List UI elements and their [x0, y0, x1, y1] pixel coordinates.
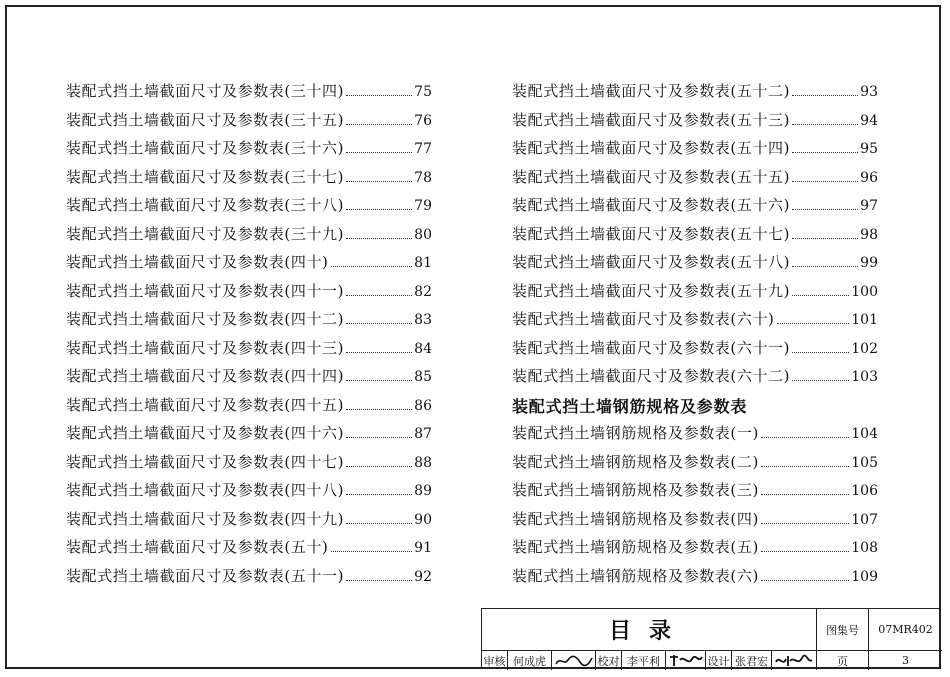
- toc-entry: [512, 251, 878, 280]
- toc-leader-dots: [346, 295, 412, 296]
- page-number: 3: [902, 654, 909, 667]
- title-block-title: 目录: [482, 609, 817, 650]
- toc-right-column: [512, 80, 878, 593]
- toc-entry-title: 装配式挡土墙截面尺寸及参数表(四十二): [66, 310, 345, 328]
- page-label: 页: [817, 651, 869, 670]
- toc-leader-dots: [792, 209, 858, 210]
- toc-entry-page: 90: [414, 511, 432, 528]
- toc-entry: [512, 365, 878, 394]
- toc-entry-page: 83: [414, 312, 432, 328]
- toc-leader-dots: [761, 580, 849, 581]
- designer-signature: [772, 651, 817, 670]
- toc-entry-page: 82: [414, 283, 432, 300]
- toc-entry-title: 装配式挡土墙截面尺寸及参数表(五十一): [66, 566, 345, 585]
- toc-entry: [512, 422, 878, 451]
- toc-leader-dots: [761, 551, 849, 552]
- toc-entry-page: 99: [860, 255, 878, 271]
- toc-leader-dots: [331, 551, 413, 552]
- toc-entry: [66, 251, 432, 280]
- toc-leader-dots: [346, 523, 412, 524]
- toc-leader-dots: [777, 323, 850, 324]
- toc-leader-dots: [346, 409, 412, 410]
- toc-entry: [66, 109, 432, 138]
- toc-leader-dots: [792, 352, 849, 353]
- toc-leader-dots: [346, 95, 412, 96]
- toc-entry: [512, 479, 878, 508]
- toc-leader-dots: [331, 266, 413, 267]
- toc-leader-dots: [761, 494, 849, 495]
- review-label: 审核: [482, 651, 508, 670]
- toc-entry-page: 108: [851, 540, 878, 556]
- toc-entry-title: 装配式挡土墙截面尺寸及参数表(三十七): [66, 167, 345, 186]
- toc-entry: [66, 137, 432, 166]
- toc-entry-page: 85: [414, 369, 432, 385]
- checker-signature: [666, 651, 706, 670]
- toc-entry: [512, 137, 878, 166]
- toc-entry-title: 装配式挡土墙截面尺寸及参数表(四十三): [66, 338, 345, 357]
- toc-entry: [512, 80, 878, 109]
- reviewer-name: 何成虎: [508, 651, 552, 670]
- toc-leader-dots: [346, 238, 412, 239]
- designer-name: 张君宏: [732, 651, 772, 670]
- toc-leader-dots: [792, 380, 849, 381]
- toc-entry-page: 79: [414, 198, 432, 214]
- toc-entry-page: 98: [860, 226, 878, 243]
- toc-entry: [512, 565, 878, 594]
- toc-entry-page: 103: [851, 369, 878, 385]
- toc-leader-dots: [792, 95, 858, 96]
- toc-leader-dots: [761, 437, 849, 438]
- toc-entry-page: 88: [414, 454, 432, 471]
- toc-entry: [512, 508, 878, 537]
- toc-entry-page: 84: [414, 340, 432, 357]
- toc-entry-title: 装配式挡土墙截面尺寸及参数表(五十七): [512, 224, 791, 243]
- toc-entry-title: 装配式挡土墙截面尺寸及参数表(五十六): [512, 196, 791, 214]
- toc-entry-title: 装配式挡土墙截面尺寸及参数表(六十): [512, 310, 775, 328]
- atlas-number: 07MR402: [878, 623, 933, 636]
- reviewer-signature: [552, 651, 596, 670]
- toc-entry: [66, 194, 432, 223]
- toc-leader-dots: [346, 323, 412, 324]
- toc-entry-page: 81: [414, 255, 432, 271]
- toc-entry-title: 装配式挡土墙钢筋规格及参数表(二): [512, 452, 759, 471]
- toc-leader-dots: [346, 181, 412, 182]
- toc-leader-dots: [346, 152, 412, 153]
- toc-entry-title: 装配式挡土墙钢筋规格及参数表(三): [512, 481, 759, 499]
- toc-leader-dots: [761, 523, 849, 524]
- toc-entry: [66, 80, 432, 109]
- toc-entry-title: 装配式挡土墙截面尺寸及参数表(三十四): [66, 82, 345, 100]
- toc-entry-title: 装配式挡土墙截面尺寸及参数表(四十九): [66, 509, 345, 528]
- toc-leader-dots: [346, 437, 412, 438]
- toc-leader-dots: [346, 494, 412, 495]
- toc-entry-title: 装配式挡土墙截面尺寸及参数表(三十五): [66, 110, 345, 129]
- toc-entry: [512, 109, 878, 138]
- toc-entry-title: 装配式挡土墙截面尺寸及参数表(四十一): [66, 281, 345, 300]
- design-label: 设计: [706, 651, 732, 670]
- toc-entry-page: 100: [851, 283, 878, 300]
- toc-entry-page: 107: [851, 511, 878, 528]
- toc-entry-page: 109: [851, 568, 878, 585]
- toc-entry: [512, 451, 878, 480]
- toc-leader-dots: [792, 238, 858, 239]
- toc-entry: [66, 451, 432, 480]
- toc-entry: [66, 422, 432, 451]
- toc-entry-page: 86: [414, 397, 432, 414]
- toc-entry: [66, 337, 432, 366]
- toc-leader-dots: [346, 124, 412, 125]
- toc-entry-title: 装配式挡土墙截面尺寸及参数表(四十): [66, 253, 329, 271]
- toc-entry-title: 装配式挡土墙截面尺寸及参数表(五十八): [512, 253, 791, 271]
- toc-entry-title: 装配式挡土墙截面尺寸及参数表(四十六): [66, 424, 345, 442]
- toc-entry-page: 87: [414, 426, 432, 442]
- toc-entry: [512, 280, 878, 309]
- toc-leader-dots: [792, 295, 849, 296]
- toc-entry: [512, 223, 878, 252]
- toc-leader-dots: [792, 266, 858, 267]
- toc-entry-title: 装配式挡土墙钢筋规格及参数表(四): [512, 509, 759, 528]
- toc-entry-title: 装配式挡土墙截面尺寸及参数表(五十二): [512, 82, 791, 100]
- toc-entry: [66, 536, 432, 565]
- toc-leader-dots: [346, 380, 412, 381]
- toc-entry: [66, 280, 432, 309]
- section-heading: 装配式挡土墙钢筋规格及参数表: [512, 396, 748, 416]
- toc-entry-title: 装配式挡土墙截面尺寸及参数表(三十八): [66, 196, 345, 214]
- toc-entry-title: 装配式挡土墙钢筋规格及参数表(六): [512, 566, 759, 585]
- toc-entry-title: 装配式挡土墙截面尺寸及参数表(六十一): [512, 338, 791, 357]
- toc-entry-page: 76: [414, 112, 432, 129]
- toc-entry-page: 96: [860, 169, 878, 186]
- toc-entry-page: 95: [860, 141, 878, 157]
- toc-entry-title: 装配式挡土墙截面尺寸及参数表(四十七): [66, 452, 345, 471]
- toc-leader-dots: [792, 152, 858, 153]
- toc-entry-title: 装配式挡土墙截面尺寸及参数表(五十九): [512, 281, 791, 300]
- toc-entry: [66, 508, 432, 537]
- toc-entry-page: 75: [414, 84, 432, 100]
- toc-entry-page: 104: [851, 426, 878, 442]
- toc-entry-title: 装配式挡土墙截面尺寸及参数表(六十二): [512, 367, 791, 385]
- toc-entry: [512, 194, 878, 223]
- toc-entry: [512, 536, 878, 565]
- atlas-number-label: 图集号: [817, 609, 869, 650]
- toc-entry-page: 78: [414, 169, 432, 186]
- toc-leader-dots: [792, 181, 858, 182]
- toc-entry-title: 装配式挡土墙截面尺寸及参数表(五十五): [512, 167, 791, 186]
- check-label: 校对: [596, 651, 622, 670]
- toc-entry-page: 93: [860, 84, 878, 100]
- title-block: [481, 608, 941, 669]
- toc-leader-dots: [346, 209, 412, 210]
- toc-entry-title: 装配式挡土墙截面尺寸及参数表(三十六): [66, 139, 345, 157]
- toc-leader-dots: [792, 124, 858, 125]
- toc-entry: [66, 394, 432, 423]
- toc-entry: [66, 479, 432, 508]
- toc-leader-dots: [346, 466, 412, 467]
- toc-entry: [512, 166, 878, 195]
- toc-leader-dots: [761, 466, 849, 467]
- toc-entry-title: 装配式挡土墙截面尺寸及参数表(三十九): [66, 224, 345, 243]
- toc-entry-page: 101: [851, 312, 878, 328]
- toc-entry-page: 106: [851, 483, 878, 499]
- toc-leader-dots: [346, 580, 412, 581]
- toc-entry: [66, 365, 432, 394]
- toc-entry-title: 装配式挡土墙截面尺寸及参数表(四十五): [66, 395, 345, 414]
- toc-entry-title: 装配式挡土墙钢筋规格及参数表(五): [512, 538, 759, 556]
- checker-name: 李平利: [622, 651, 666, 670]
- toc-entry-page: 97: [860, 198, 878, 214]
- toc-entry: [66, 565, 432, 594]
- toc-leader-dots: [346, 352, 412, 353]
- toc-entry-title: 装配式挡土墙钢筋规格及参数表(一): [512, 424, 759, 442]
- toc-entry-title: 装配式挡土墙截面尺寸及参数表(五十): [66, 538, 329, 556]
- toc-entry: [512, 337, 878, 366]
- toc-entry-page: 105: [851, 454, 878, 471]
- toc-entry-page: 92: [414, 568, 432, 585]
- toc-entry-title: 装配式挡土墙截面尺寸及参数表(四十八): [66, 481, 345, 499]
- toc-left-column: [66, 80, 432, 593]
- toc-entry-page: 80: [414, 226, 432, 243]
- toc-entry-title: 装配式挡土墙截面尺寸及参数表(五十三): [512, 110, 791, 129]
- toc-entry-title: 装配式挡土墙截面尺寸及参数表(四十四): [66, 367, 345, 385]
- toc-entry: [66, 308, 432, 337]
- toc-entry-page: 94: [860, 112, 878, 129]
- toc-entry: [66, 166, 432, 195]
- toc-entry: [512, 308, 878, 337]
- toc-entry-page: 89: [414, 483, 432, 499]
- toc-entry-page: 77: [414, 141, 432, 157]
- toc-entry-page: 102: [851, 340, 878, 357]
- toc-entry-title: 装配式挡土墙截面尺寸及参数表(五十四): [512, 139, 791, 157]
- toc-entry-page: 91: [414, 540, 432, 556]
- toc-entry: [66, 223, 432, 252]
